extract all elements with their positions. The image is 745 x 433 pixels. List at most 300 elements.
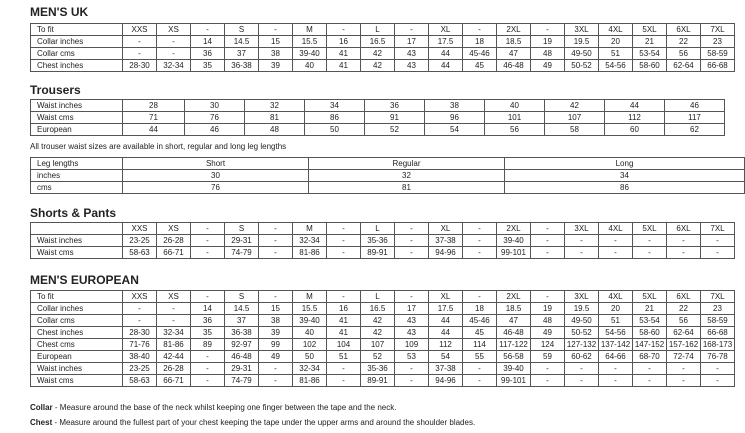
table-cell: 30 — [185, 100, 245, 112]
table-cell: 86 — [305, 112, 365, 124]
table-row — [31, 327, 735, 339]
table-cell: XS — [157, 223, 191, 235]
table-cell: S — [225, 291, 259, 303]
table-cell: XL — [429, 223, 463, 235]
table-cell: 71-76 — [123, 339, 157, 351]
table-cell: 66-71 — [157, 247, 191, 259]
table-cell: L — [361, 291, 395, 303]
table-cell: - — [327, 223, 361, 235]
mens-european-size-table — [30, 290, 735, 387]
table-cell: 99-101 — [497, 247, 531, 259]
table-cell: 35-36 — [361, 363, 395, 375]
table-row — [31, 375, 735, 387]
table-cell: 32-34 — [157, 327, 191, 339]
row-label: Chest cms — [31, 339, 123, 351]
table-cell: 17 — [395, 36, 429, 48]
table-row — [31, 363, 735, 375]
table-cell: 6XL — [667, 24, 701, 36]
table-cell: - — [667, 375, 701, 387]
table-cell: 137-142 — [599, 339, 633, 351]
table-row — [31, 315, 735, 327]
table-row — [31, 182, 745, 194]
table-cell: 35-36 — [361, 235, 395, 247]
table-cell: M — [293, 291, 327, 303]
table-cell: 48 — [245, 124, 305, 136]
table-cell: 46-48 — [497, 327, 531, 339]
table-cell: - — [531, 223, 565, 235]
table-cell: 14 — [191, 303, 225, 315]
table-cell: 36-38 — [225, 327, 259, 339]
table-cell: - — [123, 303, 157, 315]
table-cell: - — [157, 303, 191, 315]
table-cell: 127-132 — [565, 339, 599, 351]
table-cell: 15.5 — [293, 36, 327, 48]
table-cell: 3XL — [565, 223, 599, 235]
table-cell: 19.5 — [565, 36, 599, 48]
table-cell: 22 — [667, 303, 701, 315]
table-cell: 49-50 — [565, 315, 599, 327]
shorts-size-table — [30, 222, 735, 259]
table-cell: 58-60 — [633, 60, 667, 72]
table-cell: 81-86 — [293, 247, 327, 259]
table-cell: 42 — [361, 315, 395, 327]
table-cell: - — [395, 363, 429, 375]
table-cell: 39-40 — [293, 315, 327, 327]
table-cell: - — [667, 235, 701, 247]
table-cell: 51 — [599, 48, 633, 60]
table-cell: 44 — [429, 315, 463, 327]
table-cell: 81-86 — [293, 375, 327, 387]
trousers-leg-note: All trouser waist sizes are available in short, regular and long leg lengths — [30, 142, 287, 151]
trousers-title: Trousers — [30, 83, 81, 97]
row-label: To fit — [31, 291, 123, 303]
table-cell: 58-60 — [633, 327, 667, 339]
table-cell: 60-62 — [565, 351, 599, 363]
table-row — [31, 48, 735, 60]
table-row — [31, 291, 735, 303]
table-cell: 3XL — [565, 291, 599, 303]
shorts-title: Shorts & Pants — [30, 206, 117, 220]
table-cell: 56 — [667, 315, 701, 327]
chest-term: Chest — [30, 418, 53, 427]
table-cell: 44 — [605, 100, 665, 112]
table-cell: - — [123, 315, 157, 327]
table-cell: 32-34 — [293, 235, 327, 247]
table-cell: 42 — [361, 48, 395, 60]
table-cell: 55 — [463, 351, 497, 363]
table-cell: 23 — [701, 303, 735, 315]
table-cell: 42 — [545, 100, 605, 112]
table-cell: 20 — [599, 36, 633, 48]
table-cell: 58-63 — [123, 247, 157, 259]
table-cell: 81-86 — [157, 339, 191, 351]
table-cell: 15 — [259, 303, 293, 315]
table-cell: 94-96 — [429, 247, 463, 259]
table-row — [31, 303, 735, 315]
table-cell: 4XL — [599, 291, 633, 303]
collar-definition — [30, 403, 396, 412]
mens-uk-title: MEN'S UK — [30, 5, 89, 19]
table-cell: - — [395, 235, 429, 247]
row-label — [31, 223, 123, 235]
table-cell: Short — [123, 158, 309, 170]
table-cell: - — [395, 223, 429, 235]
table-cell: 58-59 — [701, 48, 735, 60]
table-cell: - — [259, 375, 293, 387]
table-cell: 6XL — [667, 291, 701, 303]
table-cell: XXS — [123, 24, 157, 36]
table-cell: 38 — [259, 48, 293, 60]
table-cell: - — [259, 291, 293, 303]
table-cell: 7XL — [701, 24, 735, 36]
table-cell: - — [259, 363, 293, 375]
table-cell: 62-64 — [667, 327, 701, 339]
table-cell: 54 — [425, 124, 485, 136]
table-cell: - — [395, 247, 429, 259]
table-row — [31, 24, 735, 36]
table-cell: - — [259, 223, 293, 235]
table-cell: 17.5 — [429, 303, 463, 315]
table-cell: 15.5 — [293, 303, 327, 315]
table-cell: 44 — [123, 124, 185, 136]
table-cell: - — [191, 375, 225, 387]
table-cell: - — [633, 375, 667, 387]
row-label: Leg lengths — [31, 158, 123, 170]
table-cell: 56 — [667, 48, 701, 60]
table-cell: 58 — [545, 124, 605, 136]
table-cell: 26-28 — [157, 363, 191, 375]
table-cell: 41 — [327, 60, 361, 72]
table-cell: - — [191, 235, 225, 247]
table-cell: - — [395, 291, 429, 303]
table-cell: - — [191, 223, 225, 235]
table-cell: 42 — [361, 327, 395, 339]
table-cell: - — [259, 247, 293, 259]
table-cell: 7XL — [701, 223, 735, 235]
table-cell: 17 — [395, 303, 429, 315]
table-row — [31, 351, 735, 363]
table-cell: - — [599, 247, 633, 259]
table-cell: 37-38 — [429, 235, 463, 247]
table-cell: - — [633, 235, 667, 247]
table-cell: XL — [429, 24, 463, 36]
table-cell: 109 — [395, 339, 429, 351]
table-cell: 40 — [293, 60, 327, 72]
row-label: cms — [31, 182, 123, 194]
table-cell: - — [565, 247, 599, 259]
table-cell: - — [327, 235, 361, 247]
table-cell: 23-25 — [123, 363, 157, 375]
table-cell: 76 — [185, 112, 245, 124]
table-cell: 66-68 — [701, 60, 735, 72]
trousers-size-table — [30, 99, 725, 136]
table-row — [31, 60, 735, 72]
table-cell: 58-63 — [123, 375, 157, 387]
table-cell: 45 — [463, 327, 497, 339]
table-cell: 32 — [309, 170, 505, 182]
table-cell: 46 — [665, 100, 725, 112]
table-cell: 38-40 — [123, 351, 157, 363]
table-cell: 46 — [185, 124, 245, 136]
table-cell: - — [157, 48, 191, 60]
table-cell: 49 — [531, 327, 565, 339]
table-cell: 48 — [531, 48, 565, 60]
chest-definition — [30, 418, 475, 427]
table-cell: - — [701, 235, 735, 247]
table-cell: 49 — [259, 351, 293, 363]
table-cell: 49-50 — [565, 48, 599, 60]
table-cell: M — [293, 223, 327, 235]
table-cell: 99 — [259, 339, 293, 351]
table-cell: - — [327, 247, 361, 259]
table-cell: - — [463, 235, 497, 247]
table-cell: 47 — [497, 315, 531, 327]
table-cell: 5XL — [633, 223, 667, 235]
table-cell: Regular — [309, 158, 505, 170]
table-cell: 32-34 — [157, 60, 191, 72]
table-cell: 23 — [701, 36, 735, 48]
table-row — [31, 158, 745, 170]
row-label: Collar inches — [31, 36, 123, 48]
table-cell: - — [327, 363, 361, 375]
table-cell: - — [531, 375, 565, 387]
table-cell: 72-74 — [667, 351, 701, 363]
table-cell: 5XL — [633, 291, 667, 303]
table-cell: - — [701, 375, 735, 387]
table-cell: 66-68 — [701, 327, 735, 339]
table-cell: 48 — [531, 315, 565, 327]
table-cell: 86 — [505, 182, 745, 194]
table-cell: 14.5 — [225, 36, 259, 48]
row-label: Chest inches — [31, 60, 123, 72]
table-cell: 101 — [485, 112, 545, 124]
table-cell: 117-122 — [497, 339, 531, 351]
table-row — [31, 339, 735, 351]
table-cell: 4XL — [599, 223, 633, 235]
table-cell: - — [463, 223, 497, 235]
table-cell: 35 — [191, 60, 225, 72]
row-label: Waist cms — [31, 247, 123, 259]
table-cell: 64-66 — [599, 351, 633, 363]
table-cell: - — [599, 375, 633, 387]
table-cell: 34 — [305, 100, 365, 112]
table-cell: 41 — [327, 327, 361, 339]
table-cell: 18.5 — [497, 36, 531, 48]
table-cell: 21 — [633, 36, 667, 48]
table-cell: 76-78 — [701, 351, 735, 363]
table-cell: 18.5 — [497, 303, 531, 315]
table-cell: 53-54 — [633, 315, 667, 327]
table-cell: 58-59 — [701, 315, 735, 327]
table-cell: 37 — [225, 48, 259, 60]
table-row — [31, 170, 745, 182]
table-cell: 124 — [531, 339, 565, 351]
table-cell: 14 — [191, 36, 225, 48]
table-cell: - — [701, 247, 735, 259]
row-label: European — [31, 124, 123, 136]
table-cell: 19 — [531, 303, 565, 315]
table-cell: 16.5 — [361, 36, 395, 48]
chest-text: - Measure around the fullest part of your chest keeping the tape under the upper arms and around the shoulder blades. — [52, 418, 476, 427]
table-cell: - — [259, 24, 293, 36]
table-cell: 50-52 — [565, 327, 599, 339]
table-cell: 39 — [259, 60, 293, 72]
row-label: Collar cms — [31, 315, 123, 327]
table-cell: 112 — [605, 112, 665, 124]
table-cell: 53-54 — [633, 48, 667, 60]
table-cell: L — [361, 223, 395, 235]
table-cell: 50-52 — [565, 60, 599, 72]
table-cell: 107 — [361, 339, 395, 351]
table-cell: 23-25 — [123, 235, 157, 247]
table-cell: 36 — [191, 48, 225, 60]
table-cell: 16 — [327, 36, 361, 48]
table-cell: XS — [157, 291, 191, 303]
table-cell: 39-40 — [293, 48, 327, 60]
table-cell: 40 — [293, 327, 327, 339]
table-cell: 51 — [599, 315, 633, 327]
table-cell: 36 — [191, 315, 225, 327]
table-cell: XS — [157, 24, 191, 36]
table-cell: 40 — [485, 100, 545, 112]
table-cell: 107 — [545, 112, 605, 124]
table-cell: 117 — [665, 112, 725, 124]
table-cell: 19.5 — [565, 303, 599, 315]
table-row — [31, 112, 725, 124]
collar-term: Collar — [30, 403, 53, 412]
table-cell: - — [191, 363, 225, 375]
table-cell: 114 — [463, 339, 497, 351]
table-cell: 59 — [531, 351, 565, 363]
table-cell: 42-44 — [157, 351, 191, 363]
table-cell: XXS — [123, 223, 157, 235]
row-label: Waist cms — [31, 112, 123, 124]
table-cell: 50 — [293, 351, 327, 363]
table-cell: - — [191, 351, 225, 363]
table-cell: 39-40 — [497, 363, 531, 375]
table-cell: - — [157, 315, 191, 327]
table-cell: 39-40 — [497, 235, 531, 247]
table-cell: 44 — [429, 327, 463, 339]
table-cell: - — [191, 24, 225, 36]
table-cell: Long — [505, 158, 745, 170]
table-cell: - — [633, 247, 667, 259]
table-cell: 15 — [259, 36, 293, 48]
table-cell: 22 — [667, 36, 701, 48]
table-row — [31, 36, 735, 48]
table-cell: 104 — [327, 339, 361, 351]
table-cell: 2XL — [497, 24, 531, 36]
table-cell: 28-30 — [123, 327, 157, 339]
table-cell: 38 — [425, 100, 485, 112]
table-cell: 34 — [505, 170, 745, 182]
table-cell: 45-46 — [463, 315, 497, 327]
table-cell: 30 — [123, 170, 309, 182]
table-cell: 17.5 — [429, 36, 463, 48]
table-cell: 3XL — [565, 24, 599, 36]
table-cell: 50 — [305, 124, 365, 136]
table-cell: - — [463, 363, 497, 375]
table-cell: 96 — [425, 112, 485, 124]
table-cell: 54-56 — [599, 327, 633, 339]
row-label: To fit — [31, 24, 123, 36]
row-label: Waist inches — [31, 363, 123, 375]
table-cell: 53 — [395, 351, 429, 363]
table-cell: 16 — [327, 303, 361, 315]
table-row — [31, 247, 735, 259]
table-cell: - — [565, 235, 599, 247]
table-cell: 54-56 — [599, 60, 633, 72]
row-label: Collar cms — [31, 48, 123, 60]
table-cell: - — [633, 363, 667, 375]
table-cell: 43 — [395, 48, 429, 60]
table-cell: 41 — [327, 315, 361, 327]
table-cell: 56-58 — [497, 351, 531, 363]
table-cell: 6XL — [667, 223, 701, 235]
table-cell: - — [599, 363, 633, 375]
table-cell: 66-71 — [157, 375, 191, 387]
table-cell: 43 — [395, 60, 429, 72]
table-cell: 52 — [365, 124, 425, 136]
table-cell: 28 — [123, 100, 185, 112]
table-cell: 168-173 — [701, 339, 735, 351]
table-cell: - — [599, 235, 633, 247]
table-cell: - — [667, 363, 701, 375]
table-cell: 76 — [123, 182, 309, 194]
table-cell: 16.5 — [361, 303, 395, 315]
table-cell: 89-91 — [361, 375, 395, 387]
table-cell: - — [191, 247, 225, 259]
table-cell: 18 — [463, 303, 497, 315]
table-cell: 45 — [463, 60, 497, 72]
table-cell: - — [531, 291, 565, 303]
table-cell: - — [463, 24, 497, 36]
table-cell: 7XL — [701, 291, 735, 303]
table-cell: 38 — [259, 315, 293, 327]
table-cell: 99-101 — [497, 375, 531, 387]
table-cell: 32 — [245, 100, 305, 112]
table-cell: 71 — [123, 112, 185, 124]
table-cell: 46-48 — [225, 351, 259, 363]
table-cell: 45-46 — [463, 48, 497, 60]
table-cell: XL — [429, 291, 463, 303]
table-cell: - — [463, 375, 497, 387]
table-cell: 21 — [633, 303, 667, 315]
row-label: Waist inches — [31, 100, 123, 112]
table-cell: - — [463, 247, 497, 259]
table-cell: 81 — [245, 112, 305, 124]
table-cell: 36 — [365, 100, 425, 112]
table-cell: 39 — [259, 327, 293, 339]
table-cell: - — [565, 375, 599, 387]
table-cell: 102 — [293, 339, 327, 351]
table-cell: 4XL — [599, 24, 633, 36]
table-cell: 89-91 — [361, 247, 395, 259]
row-label: Chest inches — [31, 327, 123, 339]
table-cell: 35 — [191, 327, 225, 339]
table-cell: 147-152 — [633, 339, 667, 351]
table-cell: 46-48 — [497, 60, 531, 72]
table-cell: - — [565, 363, 599, 375]
table-cell: 89 — [191, 339, 225, 351]
row-label: Waist inches — [31, 235, 123, 247]
table-cell: 81 — [309, 182, 505, 194]
table-cell: - — [667, 247, 701, 259]
table-cell: 157-162 — [667, 339, 701, 351]
table-cell: 51 — [327, 351, 361, 363]
table-cell: - — [395, 24, 429, 36]
table-row — [31, 223, 735, 235]
